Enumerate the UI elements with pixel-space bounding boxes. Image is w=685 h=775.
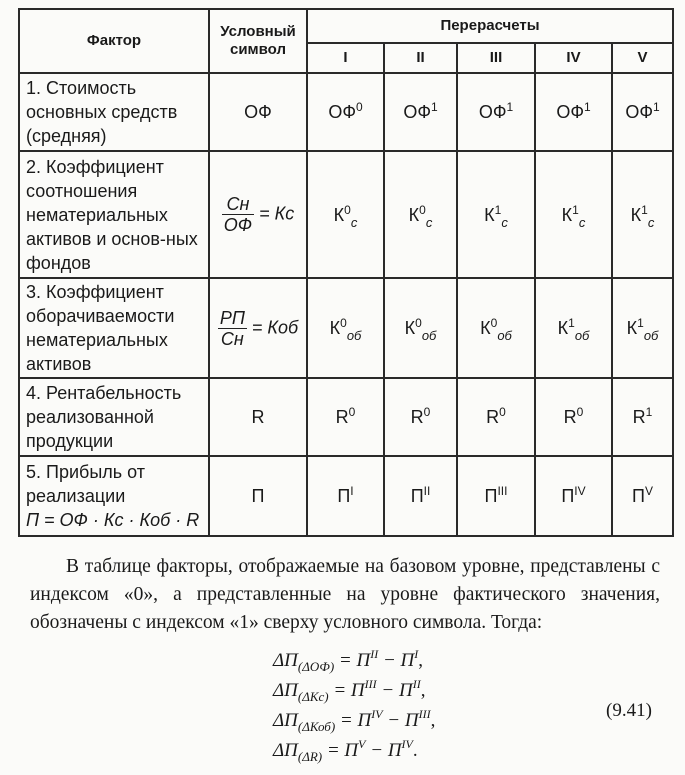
recalc-value: $R^1$	[612, 378, 673, 456]
recalc-value: $ОФ^1$	[457, 73, 535, 151]
symbol-cell	[209, 378, 307, 456]
table-row	[19, 456, 673, 536]
equation-line: $\Delta П_{(\Delta Коб)} = П^{IV} - П^{III}$,	[273, 707, 436, 734]
header-col-3: III	[457, 43, 535, 73]
fraction-numerator: РП	[219, 307, 245, 328]
recalc-value: $R^0$	[457, 378, 535, 456]
recalc-value: $К^1_с$	[535, 151, 612, 278]
table-row	[19, 378, 673, 456]
recalc-value: $К^0_{об}$	[307, 278, 384, 378]
fraction-numerator: Сн	[222, 194, 254, 215]
equations-block	[273, 646, 435, 766]
recalc-value: $П^{II}$	[384, 456, 457, 536]
symbol-result: = Кс	[254, 203, 295, 224]
recalc-value: $К^1_с$	[457, 151, 535, 278]
symbol-fraction	[222, 194, 254, 235]
recalc-value: $R^0$	[307, 378, 384, 456]
recalc-value: $П^I$	[307, 456, 384, 536]
header-col-2: II	[384, 43, 457, 73]
recalc-value: $К^1_с$	[612, 151, 673, 278]
factor-name: 1. Стоимость основных средств (средняя)	[26, 78, 178, 146]
fraction-denominator: Сн	[220, 328, 244, 349]
table-row	[19, 73, 673, 151]
symbol-cell	[209, 151, 307, 278]
recalc-value: $П^{IV}$	[535, 456, 612, 536]
table-row	[19, 278, 673, 378]
factor-formula: П = ОФ · Кс · Коб · R	[26, 510, 200, 530]
recalc-value: $К^0_{об}$	[384, 278, 457, 378]
header-recalc: Перерасчеты	[307, 9, 673, 43]
symbol-fraction	[218, 308, 247, 349]
symbol-text: R	[251, 407, 265, 427]
factor-cell	[19, 278, 209, 378]
factor-cell	[19, 378, 209, 456]
symbol-text: П	[251, 486, 265, 506]
recalc-value: $ОФ^1$	[535, 73, 612, 151]
symbol-result: = Коб	[246, 316, 299, 337]
recalc-value: $К^0_с$	[307, 151, 384, 278]
header-col-4: IV	[535, 43, 612, 73]
recalc-value: $R^0$	[384, 378, 457, 456]
factor-cell	[19, 151, 209, 278]
table-row	[19, 151, 673, 278]
equation-line: $\Delta П_{(\Delta Kс)} = П^{III} - П^{II}$,	[273, 677, 426, 704]
recalc-value: $ОФ^0$	[307, 73, 384, 151]
factor-name: 3. Коэффициент оборачиваемости нематериальных активов	[26, 282, 175, 374]
header-symbol: Условный символ	[209, 9, 307, 73]
fraction-denominator: ОФ	[223, 215, 253, 235]
equation-number: (9.41)	[606, 700, 652, 721]
explanation-paragraph: В таблице факторы, отображаемые на базовом уровне, представлены с индексом «0», а представленные на уровне фактического значения, обозначены с индексом «1» сверху условного символа. Тогда:	[30, 556, 660, 633]
recalc-value: $ОФ^1$	[384, 73, 457, 151]
factor-cell	[19, 73, 209, 151]
header-factor: Фактор	[19, 9, 209, 73]
symbol-cell	[209, 456, 307, 536]
factors-table	[18, 8, 674, 537]
symbol-cell	[209, 278, 307, 378]
header-col-1: I	[307, 43, 384, 73]
recalc-value: $К^0_с$	[384, 151, 457, 278]
recalc-value: $R^0$	[535, 378, 612, 456]
recalc-value: $К^1_{об}$	[612, 278, 673, 378]
recalc-value: $П^{III}$	[457, 456, 535, 536]
factor-name: 4. Рентабельность реализованной продукции	[26, 383, 182, 451]
recalc-value: $П^V$	[612, 456, 673, 536]
equation-line: $\Delta П_{(\Delta ОФ)} = П^{II} - П^I$,	[273, 647, 424, 674]
header-col-5: V	[612, 43, 673, 73]
recalc-value: $К^0_{об}$	[457, 278, 535, 378]
recalc-value: $К^1_{об}$	[535, 278, 612, 378]
equation-line: $\Delta П_{(\Delta R)} = П^V - П^{IV}$.	[273, 737, 418, 764]
factor-cell	[19, 456, 209, 536]
recalc-value: $ОФ^1$	[612, 73, 673, 151]
symbol-text: ОФ	[244, 102, 272, 122]
symbol-cell	[209, 73, 307, 151]
factor-name: 2. Коэффициент соотношения нематериальных активов и основ-ных фондов	[26, 156, 198, 273]
factor-name: 5. Прибыль от реализации	[26, 462, 146, 506]
